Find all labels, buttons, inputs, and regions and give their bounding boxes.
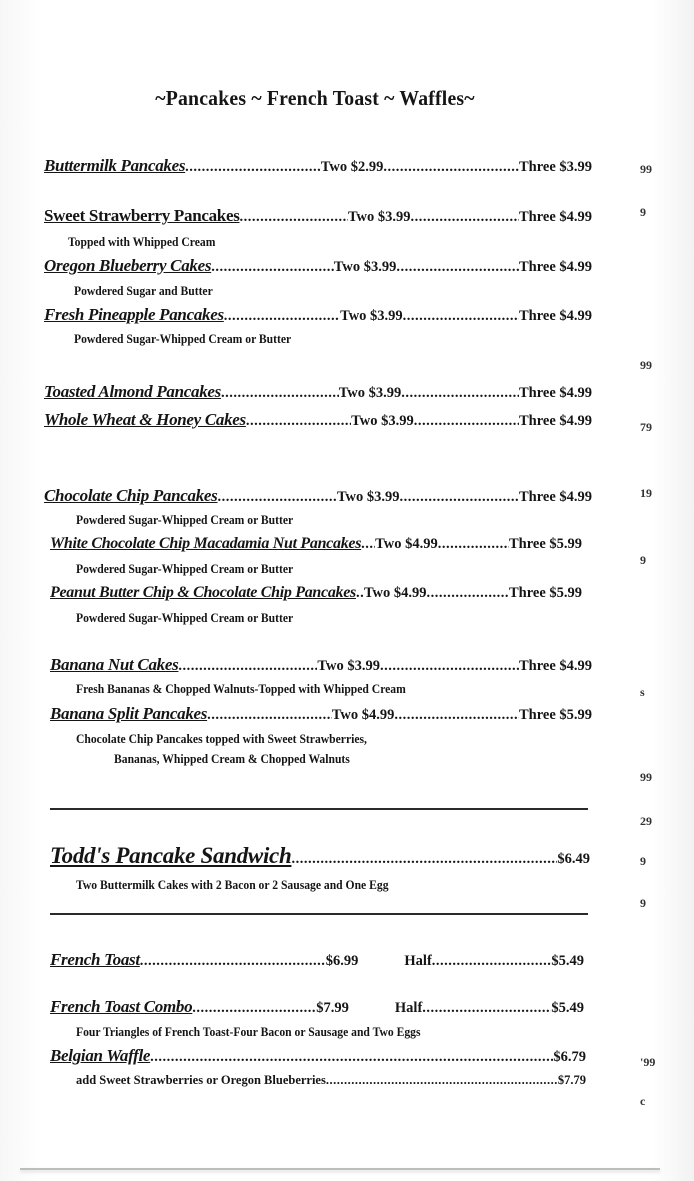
price-two: Two $3.99 [340,308,403,324]
item-description-line-2: Bananas, Whipped Cream & Chopped Walnuts [114,752,350,766]
half-price: $5.49 [551,1000,584,1016]
edge-fragment: 99 [640,162,652,176]
price-two: Two $3.99 [338,385,402,401]
edge-fragment: 29 [640,814,652,828]
edge-fragment: 9 [640,553,646,567]
price-two: Two $3.99 [317,658,380,674]
price-two: Two $4.99 [331,707,395,723]
price-three: Three $4.99 [518,413,593,429]
page-title: ~Pancakes ~ French Toast ~ Waffles~ [155,86,475,110]
half-price: $5.49 [551,953,584,969]
price-three: Three $4.99 [518,489,593,505]
item-name: Sweet Strawberry Pancakes [44,206,240,225]
item-name: Belgian Waffle [50,1046,151,1065]
price-two: Two $3.99 [333,259,397,275]
edge-fragment: c [640,1094,646,1108]
price: $6.49 [557,851,590,867]
price-three: Three $4.99 [518,385,593,401]
price-two: Two $4.99 [363,585,427,601]
item-name: Oregon Blueberry Cakes [44,256,212,275]
edge-fragment: 99 [640,358,652,372]
price-three: Three $4.99 [518,308,592,324]
item-description: Four Triangles of French Toast-Four Bacon or Sausage and Two Eggs [76,1025,421,1039]
menu-item-strawberry [44,206,592,230]
menu-item-banana-nut [50,655,592,679]
price-two: Two $3.99 [351,413,414,429]
price-three: Three $5.99 [508,536,582,552]
price-two: Two $3.99 [336,489,400,505]
item-name: White Chocolate Chip Macadamia Nut Pancakes [50,535,362,552]
menu-item-white-chocolate [50,535,582,559]
item-name: Banana Nut Cakes [50,655,179,674]
price-two: Two $3.99 [347,209,411,225]
item-description: Chocolate Chip Pancakes topped with Sweet Strawberries, [76,732,367,746]
menu-item-buttermilk [44,156,592,180]
belgian-waffle-addon [76,1073,586,1097]
item-description: Powdered Sugar-Whipped Cream or Butter [76,513,294,527]
menu-item-french-toast [50,950,584,974]
menu-item-french-toast-combo [50,997,584,1021]
price-three: Three $4.99 [518,658,593,674]
edge-fragment: 9 [640,854,646,868]
item-description: Two Buttermilk Cakes with 2 Bacon or 2 Sausage and One Egg [76,878,389,892]
section-divider [50,808,588,810]
item-name: French Toast Combo [50,997,193,1016]
menu-item-almond [44,382,592,406]
item-name: Peanut Butter Chip & Chocolate Chip Pancakes [50,584,356,601]
addon-text: add Sweet Strawberries or Oregon Blueberries [76,1073,326,1087]
edge-fragment: s [640,685,645,699]
item-description: Topped with Whipped Cream [68,235,216,249]
edge-fragment: '99 [640,1055,656,1069]
item-name: Banana Split Pancakes [50,704,208,723]
menu-item-belgian-waffle [50,1046,586,1070]
menu-item-pineapple [44,305,592,329]
item-name: Fresh Pineapple Pancakes [44,305,224,324]
item-description: Powdered Sugar-Whipped Cream or Butter [74,332,292,346]
price: $6.79 [553,1049,586,1065]
item-name: Whole Wheat & Honey Cakes [44,410,246,429]
menu-item-chocolate-chip [44,486,592,510]
price-three: Three $5.99 [508,585,582,601]
edge-fragment: 9 [640,205,646,219]
item-description: Powdered Sugar and Butter [74,284,213,298]
menu-item-blueberry [44,256,592,280]
price-three: Three $4.99 [518,259,593,275]
half-label: Half [394,1000,423,1016]
price: $6.99 [325,953,359,969]
edge-fragment: 19 [640,486,652,500]
edge-fragment: 79 [640,420,652,434]
item-name: Todd's Pancake Sandwich [50,843,292,868]
half-label: Half [404,953,432,969]
item-name: Buttermilk Pancakes [44,156,186,175]
menu-item-whole-wheat [44,410,592,434]
edge-fragment: 99 [640,770,652,784]
menu-item-pancake-sandwich [50,843,590,873]
item-description: Fresh Bananas & Chopped Walnuts-Topped with Whipped Cream [76,682,406,696]
section-divider [50,913,588,915]
addon-price: $7.79 [557,1073,586,1087]
price-three: Three $5.99 [518,707,593,723]
price-two: Two $4.99 [375,536,438,552]
menu-item-banana-split [50,704,592,728]
price-three: Three $4.99 [518,209,592,225]
price-three: Three $3.99 [518,159,592,175]
item-description: Powdered Sugar-Whipped Cream or Butter [76,611,294,625]
item-name: French Toast [50,950,140,969]
page-bottom-edge [20,1168,660,1170]
item-name: Toasted Almond Pancakes [44,382,221,401]
edge-fragment: 9 [640,896,646,910]
item-name: Chocolate Chip Pancakes [44,486,218,505]
menu-item-peanut-butter [50,584,582,608]
item-description: Powdered Sugar-Whipped Cream or Butter [76,562,294,576]
price: $7.99 [316,1000,349,1016]
price-two: Two $2.99 [320,159,384,175]
